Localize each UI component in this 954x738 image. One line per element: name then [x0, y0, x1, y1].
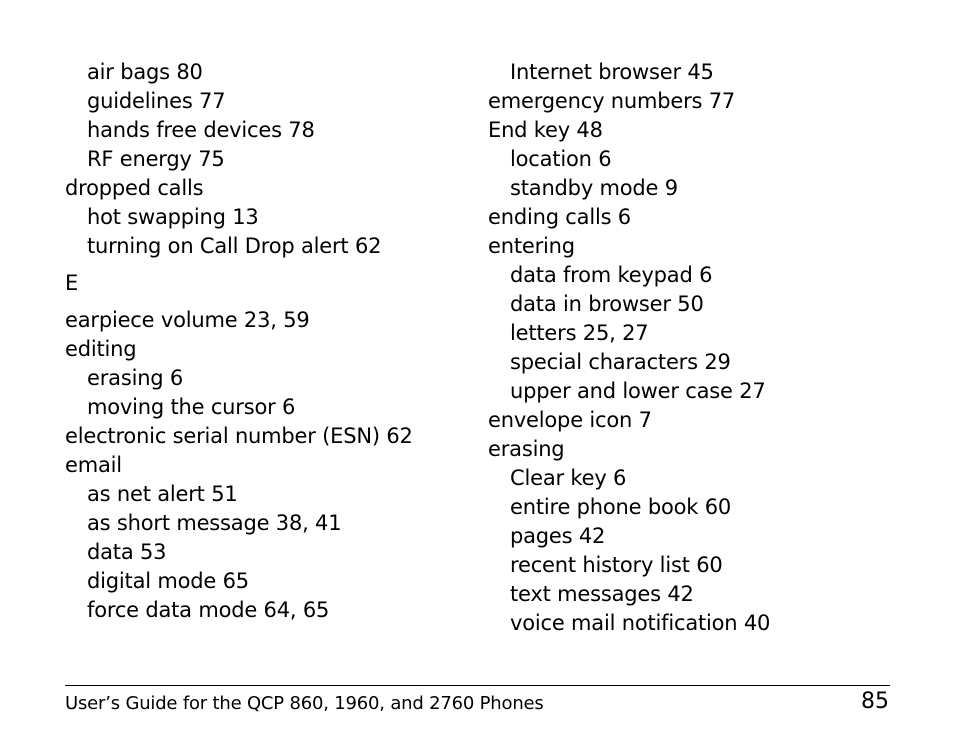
section-gap: [65, 261, 413, 269]
index-entry: envelope icon 7: [488, 408, 652, 432]
index-subentry: entire phone book 60: [510, 495, 732, 519]
index-subentry: air bags 80: [87, 60, 203, 84]
index-subentry: turning on Call Drop alert 62: [87, 234, 382, 258]
footer-guide-title: User’s Guide for the QCP 860, 1960, and 2760 Phones: [65, 693, 544, 714]
section-gap: [65, 298, 413, 306]
index-subentry: hands free devices 78: [87, 118, 315, 142]
index-entry: entering: [488, 234, 575, 258]
index-entry: End key 48: [488, 118, 603, 142]
index-subentry: special characters 29: [510, 350, 731, 374]
index-subentry: text messages 42: [510, 582, 694, 606]
index-entry: erasing: [488, 437, 565, 461]
index-entry: earpiece volume 23, 59: [65, 308, 310, 332]
index-entry: dropped calls: [65, 176, 204, 200]
index-subentry: hot swapping 13: [87, 205, 259, 229]
index-subentry: digital mode 65: [87, 569, 249, 593]
index-subentry: force data mode 64, 65: [87, 598, 330, 622]
index-subentry: location 6: [510, 147, 612, 171]
index-subentry: recent history list 60: [510, 553, 723, 577]
index-subentry: letters 25, 27: [510, 321, 649, 345]
index-subentry: moving the cursor 6: [87, 395, 296, 419]
index-subentry: erasing 6: [87, 366, 184, 390]
index-subentry: RF energy 75: [87, 147, 225, 171]
index-column-left: [65, 58, 413, 625]
index-subentry: standby mode 9: [510, 176, 678, 200]
index-subentry: Internet browser 45: [510, 60, 714, 84]
index-subentry: voice mail notification 40: [510, 611, 771, 635]
page-number: 85: [861, 689, 889, 714]
index-group-a: [65, 58, 413, 261]
index-column-right: [488, 58, 770, 638]
index-subentry: as net alert 51: [87, 482, 238, 506]
index-subentry: Clear key 6: [510, 466, 627, 490]
index-subentry: data 53: [87, 540, 167, 564]
section-letter-heading: E: [65, 271, 79, 295]
footer-divider: [65, 685, 890, 686]
index-entry: electronic serial number (ESN) 62: [65, 424, 413, 448]
index-subentry: as short message 38, 41: [87, 511, 342, 535]
index-subentry: data in browser 50: [510, 292, 704, 316]
index-subentry: data from keypad 6: [510, 263, 713, 287]
index-entry: ending calls 6: [488, 205, 631, 229]
index-entry: editing: [65, 337, 137, 361]
index-subentry: guidelines 77: [87, 89, 226, 113]
index-entry: emergency numbers 77: [488, 89, 736, 113]
index-group-b: [65, 306, 413, 625]
index-subentry: upper and lower case 27: [510, 379, 766, 403]
index-subentry: pages 42: [510, 524, 606, 548]
index-entry: email: [65, 453, 122, 477]
